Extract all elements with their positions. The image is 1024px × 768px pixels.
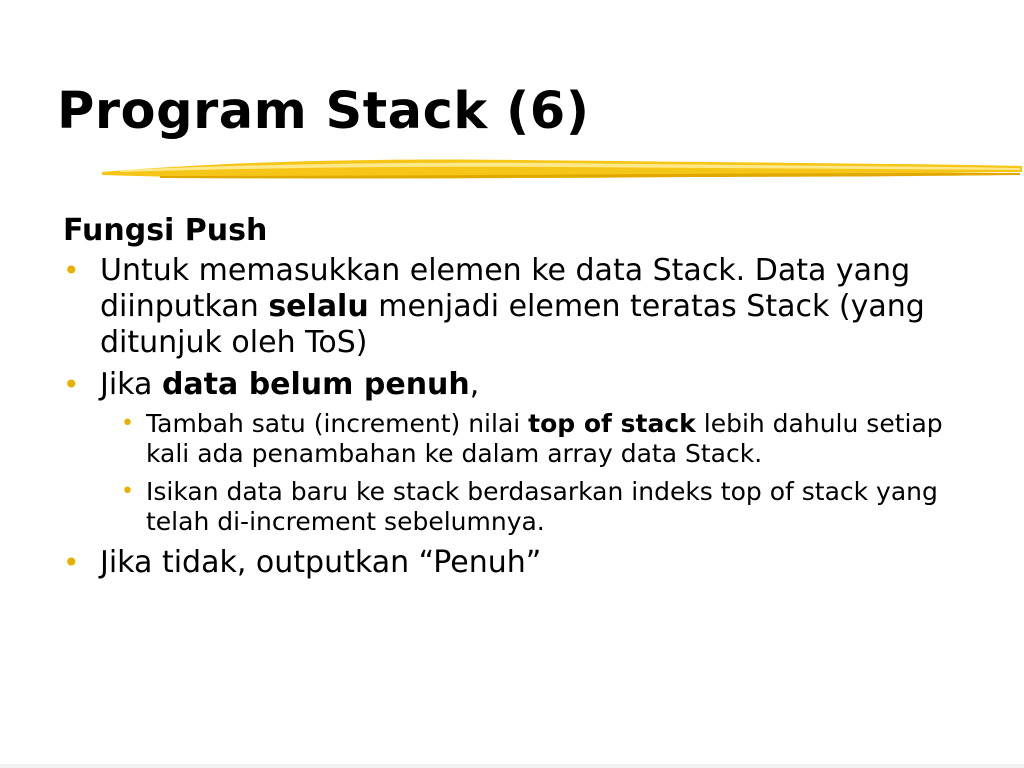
bullet-text: , [469,367,480,402]
bullet-item [63,545,963,581]
sub-bullet-text: Tambah satu (increment) nilai [146,409,529,438]
slide-title: Program Stack (6) [57,82,590,141]
bullet-text-bold: selalu [268,289,369,324]
bullet-text: Jika [100,367,162,402]
bullet-dot-icon: • [63,546,80,579]
sub-bullet-text: Isikan data baru ke stack berdasarkan indeks top of stack yang telah di-increment sebelumnya. [146,477,938,536]
slide-bottom-edge [0,764,1024,768]
section-heading: Fungsi Push [63,213,268,248]
sub-bullet-text: lebih dahulu setiap kali ada penambahan ke dalam array data Stack. [146,409,943,468]
bullet-dot-icon: • [121,411,134,436]
bullet-item [63,367,963,403]
bullet-dot-icon: • [63,368,80,401]
bullet-dot-icon: • [63,254,80,287]
sub-bullet-text-bold: top of stack [528,409,696,438]
bullet-text-bold: data belum penuh [161,367,470,402]
bullet-text: Jika tidak, outputkan “Penuh” [100,545,542,580]
bullet-text: menjadi elemen teratas Stack (yang ditunjuk oleh ToS) [100,289,925,360]
bullet-text: Untuk memasukkan elemen ke data Stack. Data yang diinputkan [100,253,911,324]
slide-body [63,213,963,587]
title-underline-brushstroke [100,148,1024,188]
sub-bullet-item [63,477,963,537]
sub-bullet-item [63,409,963,469]
bullet-dot-icon: • [121,479,134,504]
bullet-item [63,253,963,361]
